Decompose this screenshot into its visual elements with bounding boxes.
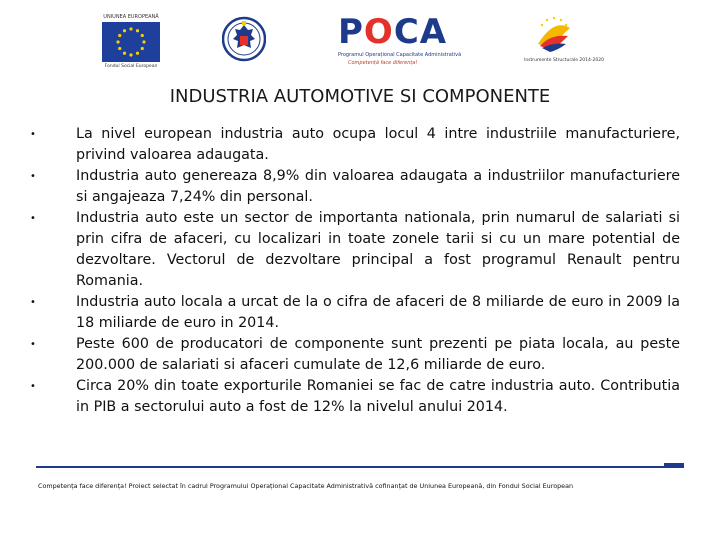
eu-star-icon [136, 52, 139, 55]
poca-letter-o: O [363, 12, 394, 52]
eu-star-icon [142, 40, 145, 43]
page-title: INDUSTRIA AUTOMOTIVE SI COMPONENTE [169, 86, 551, 107]
footer-text: Competența face diferența! Proiect selectat în cadrul Programului Operațional Capacitate Administrativă cofinanțat de Uniunea Europeană, din Fondul Social European [38, 482, 574, 490]
list-item [30, 376, 680, 418]
poca-letter-c: C [393, 12, 420, 52]
list-item [30, 208, 680, 292]
list-item-text: Industria auto genereaza 8,9% din valoarea adaugata a industriilor manufacturiere si angajeaza 7,24% din personal. [76, 168, 680, 205]
eu-caption-top: UNIUNEA EUROPEANĂ [103, 14, 159, 20]
list-item [30, 124, 680, 166]
bullet-dot-icon: • [30, 213, 36, 224]
bullet-dot-icon: • [30, 339, 36, 350]
poca-logo [338, 14, 462, 70]
eu-flag-icon [102, 22, 160, 62]
eu-star-icon [118, 34, 121, 37]
eu-logo [100, 14, 162, 70]
bullet-dot-icon: • [30, 171, 36, 182]
eu-star-icon [118, 47, 121, 50]
list-item-text: Industria auto locala a urcat de la o cifra de afaceri de 8 miliarde de euro in 2009 la 18 miliarde de euro in 2014. [76, 294, 680, 331]
eu-star-icon [116, 40, 119, 43]
eu-star-icon [141, 47, 144, 50]
eu-star-icon [123, 29, 126, 32]
bullet-dot-icon: • [30, 381, 36, 392]
list-item [30, 166, 680, 208]
bullet-list [30, 124, 680, 418]
logo-row [0, 0, 720, 80]
footer-divider [36, 466, 684, 468]
eu-caption-bottom: Fondul Social European [104, 64, 158, 69]
eu-star-icon [129, 27, 132, 30]
list-item [30, 334, 680, 376]
bullet-dot-icon: • [30, 297, 36, 308]
poca-tagline: Competență face diferența! [348, 60, 418, 66]
eu-star-icon [141, 34, 144, 37]
poca-subtitle: Programul Operațional Capacitate Administrativă [338, 52, 462, 58]
bullet-dot-icon: • [30, 129, 36, 140]
government-logo [222, 12, 266, 66]
list-item [30, 292, 680, 334]
eu-star-icon [129, 53, 132, 56]
structural-instruments-caption: Instrumente Structurale 2014-2020 [524, 58, 604, 63]
list-item-text: Peste 600 de producatori de componente sunt prezenti pe piata locala, au peste 200.000 de salariati si afaceri cumulate de 12,6 miliarde de euro. [76, 336, 680, 373]
list-item-text: Circa 20% din toate exporturile Romaniei se fac de catre industria auto. Contributia in PIB a sectorului auto a fost de 12% la nivelul anului 2014. [76, 378, 680, 415]
footer-divider-accent [664, 463, 684, 466]
poca-letter-a: A [419, 12, 448, 52]
poca-wordmark [338, 14, 447, 50]
government-seal-icon [222, 12, 266, 66]
structural-instruments-logo [524, 14, 604, 72]
list-item-text: La nivel european industria auto ocupa locul 4 intre industriile manufacturiere, privind valoarea adaugata. [76, 126, 680, 163]
poca-letter-p: P [338, 12, 364, 52]
eu-star-icon [123, 52, 126, 55]
structural-instruments-icon [530, 14, 578, 56]
list-item-text: Industria auto este un sector de importanta nationala, prin numarul de salariati si prin cifra de afaceri, cu localizari in toate zonele tarii si cu un mare potential de dezvoltare. Vectorul de dezvoltare principal a fost programul Renault pentru Romania. [76, 210, 680, 289]
eu-star-icon [136, 29, 139, 32]
